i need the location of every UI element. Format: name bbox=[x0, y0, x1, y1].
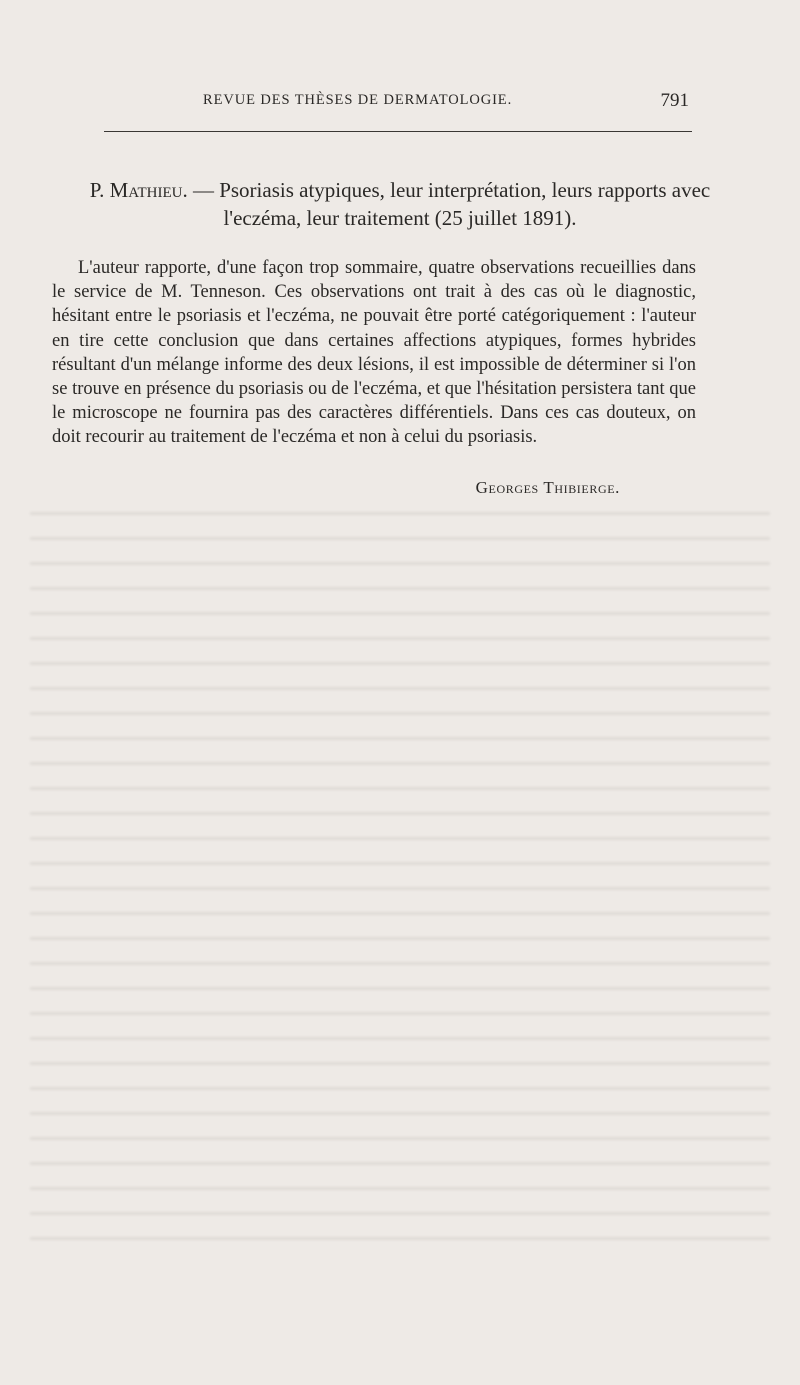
running-title: REVUE DES THÈSES DE DERMATOLOGIE. bbox=[203, 92, 513, 108]
page-number: 791 bbox=[660, 90, 689, 111]
entry-title bbox=[72, 176, 728, 232]
running-head bbox=[203, 90, 693, 116]
thesis-title: — Psoriasis atypiques, leur interprétation, leurs rapports avec l'eczéma, leur traitement (25 juillet 1891). bbox=[192, 178, 711, 230]
author-name: P. Mathieu. bbox=[89, 178, 188, 202]
header-rule bbox=[104, 131, 692, 132]
reviewer-signature: Georges Thibierge. bbox=[475, 478, 620, 497]
bleed-through-texture bbox=[30, 500, 770, 1260]
review-body: L'auteur rapporte, d'une façon trop sommaire, quatre observations recueillies dans le service de M. Tenneson. Ces observations ont trait à des cas où le diagnostic, hésitant entre le psoriasis et l'eczéma, ne pouvait être porté catégoriquement : l'auteur en tire cette conclusion que dans certaines affections atypiques, formes hybrides résultant d'un mélange informe des deux lésions, il est impossible de déterminer si l'on se trouve en présence du psoriasis ou de l'eczéma, et que l'hésitation persistera tant que le microscope ne fournira pas des caractères différentiels. Dans ces cas douteux, on doit recourir au traitement de l'eczéma et non à celui du psoriasis. bbox=[52, 258, 696, 448]
